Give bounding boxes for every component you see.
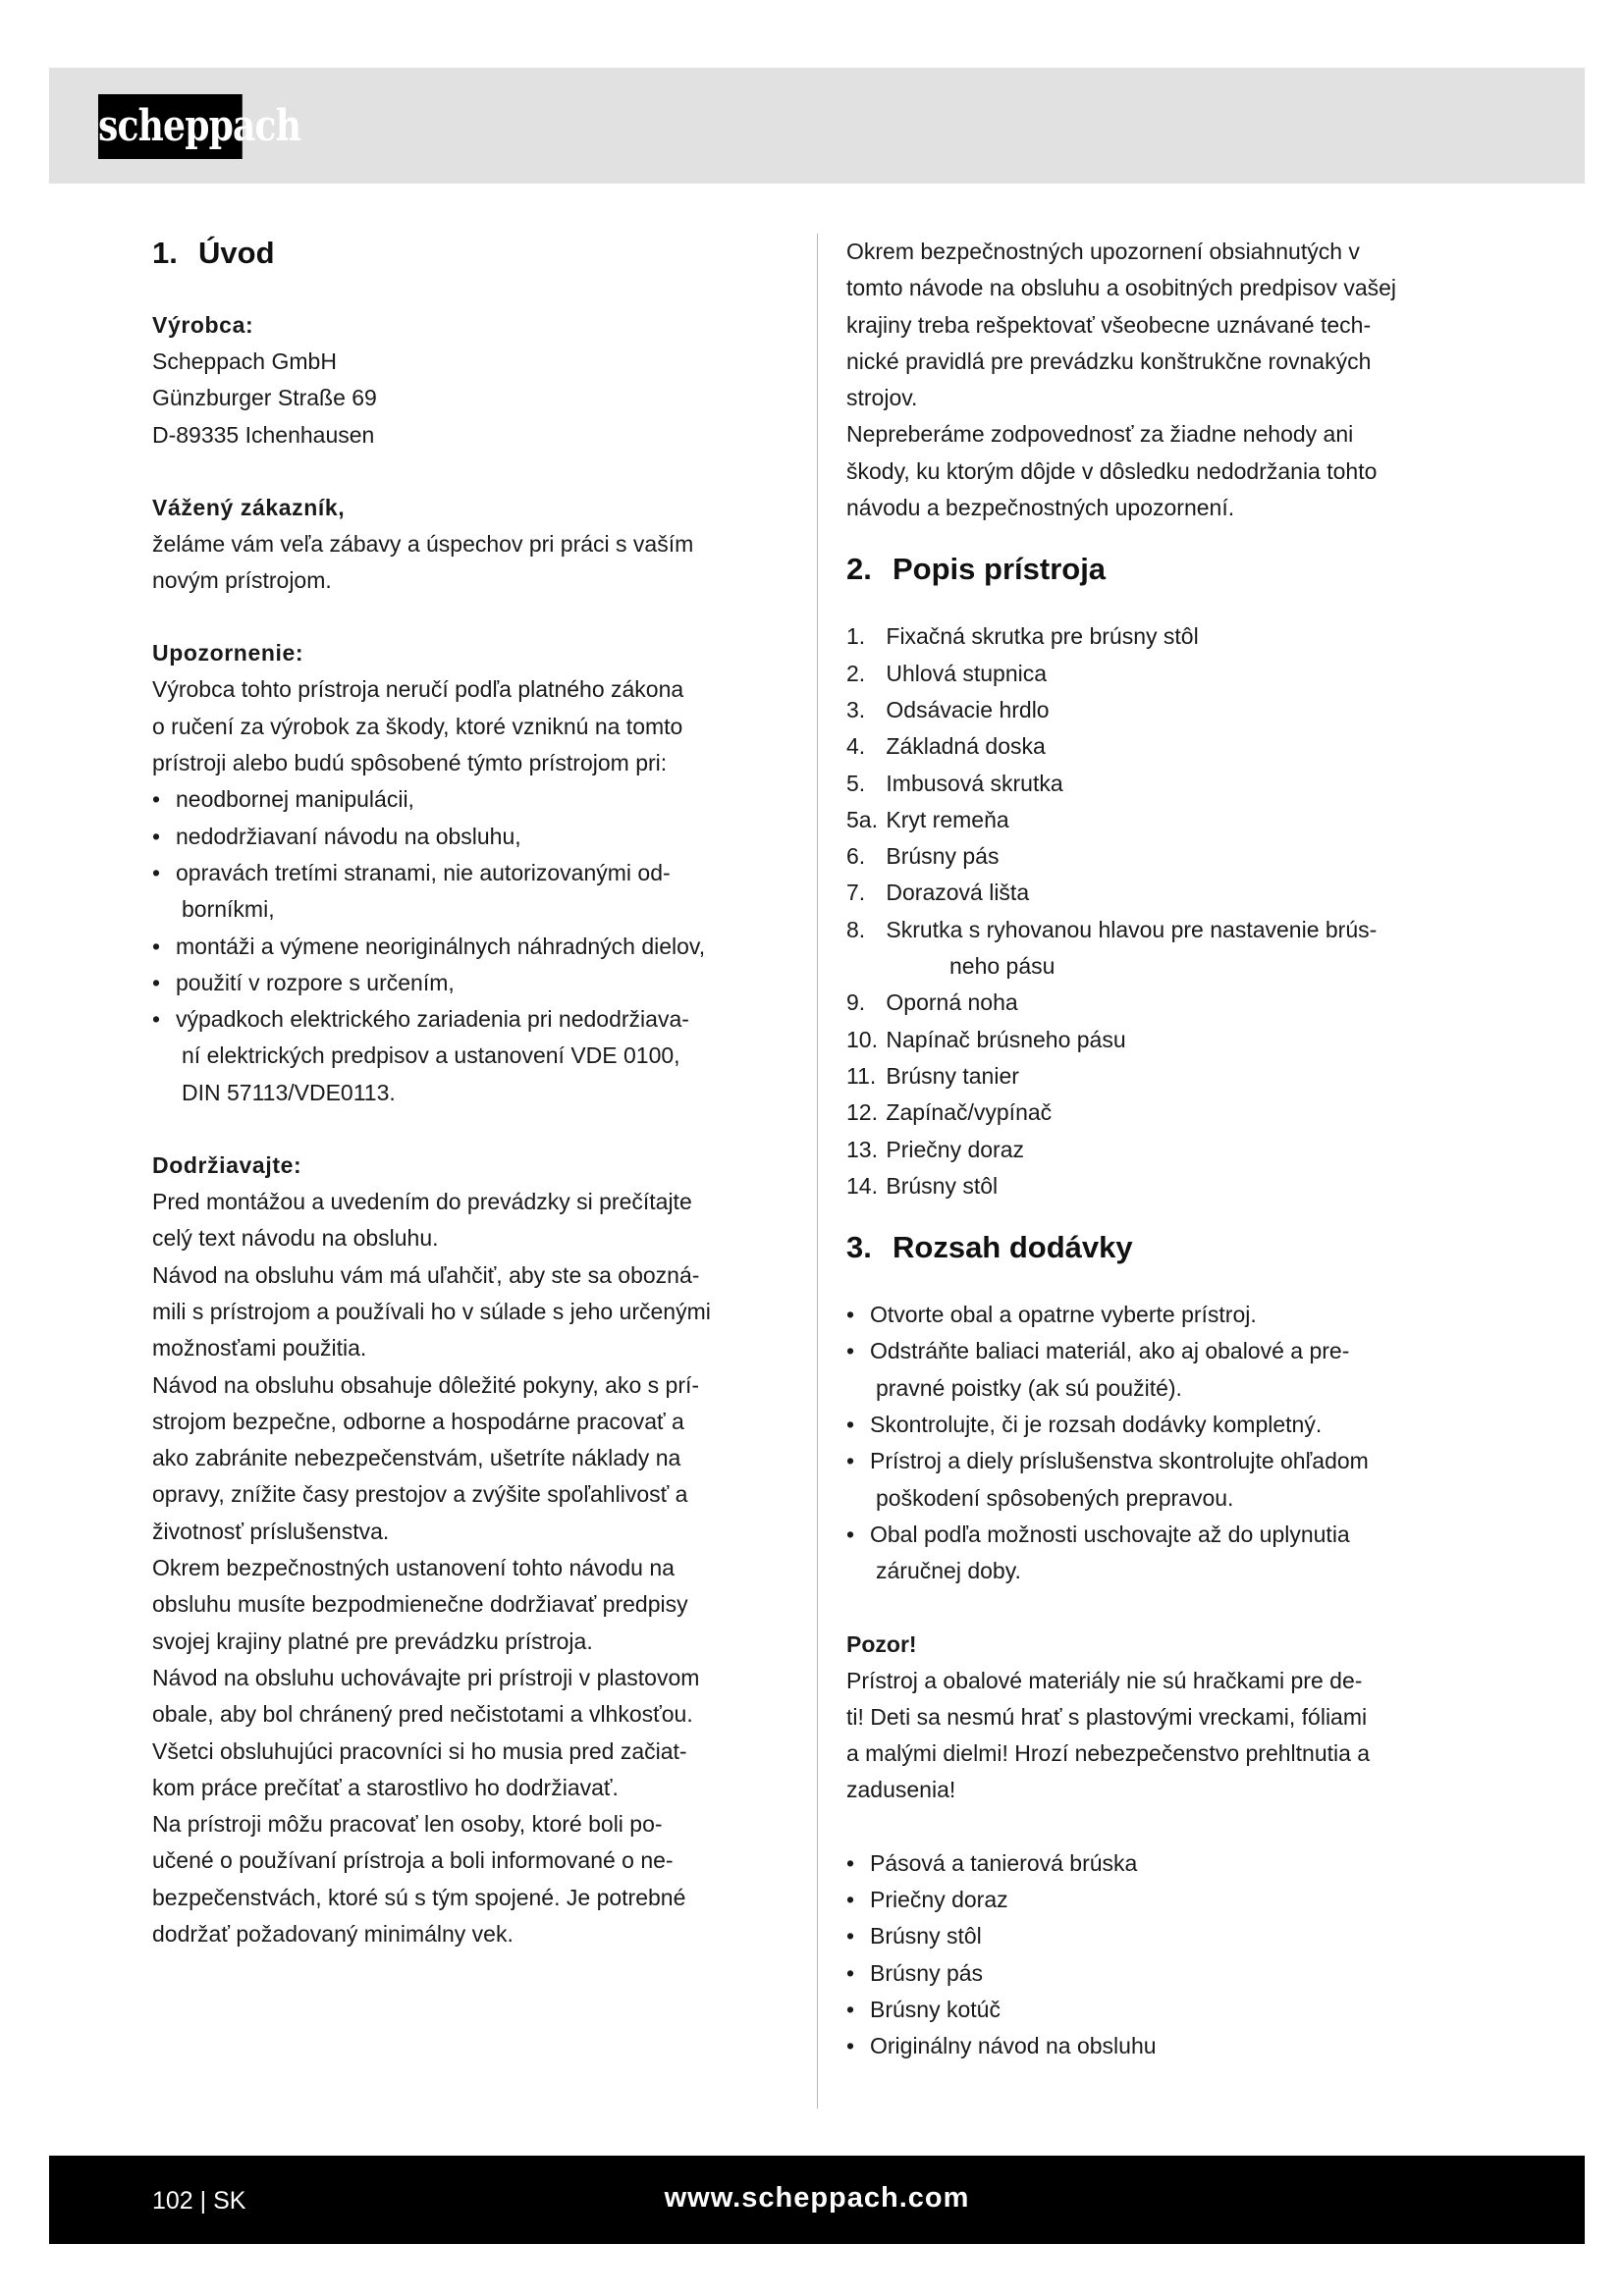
notice-text [152, 671, 790, 781]
text-line: škody, ku ktorým dôjde v dôsledku nedodržania tohto [846, 457, 1378, 484]
list-item: 5. Imbusová skrutka [846, 770, 1063, 796]
text-line: Okrem bezpečnostných upozornení obsiahnutých v [846, 239, 1360, 264]
list-item: • nedodržiavaní návodu na obsluhu, [152, 819, 790, 855]
list-item: • Otvorte obal a opatrne vyberte prístroj. [846, 1297, 1485, 1333]
dear-customer-label: Vážený zákazník, [152, 494, 346, 520]
text-line: Nepreberáme zodpovednosť za žiadne nehody ani [846, 421, 1354, 448]
scheppach-logo: scheppach [98, 94, 243, 159]
device-parts-list [846, 618, 1485, 1204]
website-link[interactable]: www.scheppach.com [664, 2182, 970, 2214]
section-title-text: Popis prístroja [893, 552, 1107, 587]
list-item: • Odstráňte baliaci materiál, ako aj obalové a pre- pravné poistky (ak sú použité). [846, 1333, 1485, 1407]
manufacturer-address [152, 344, 790, 454]
text-line: celý text návodu na obsluhu. [152, 1225, 439, 1252]
list-item: • montáži a výmene neoriginálnych náhradných dielov, [152, 929, 790, 965]
list-item: • Brúsny pás [846, 1955, 1485, 1992]
dear-customer-text [152, 526, 790, 600]
package-contents-list [846, 1845, 1485, 2065]
text-line: zadusenia! [846, 1777, 956, 1803]
list-item: • Skontrolujte, či je rozsah dodávky kompletný. [846, 1407, 1485, 1443]
section-title-text: Rozsah dodávky [893, 1230, 1133, 1265]
notice-label: Upozornenie: [152, 640, 304, 667]
text-line: ti! Deti sa nesmú hrať s plastovými vreckami, fóliami [846, 1703, 1368, 1730]
list-item: • neodbornej manipulácii, [152, 781, 790, 818]
left-column [152, 234, 790, 1952]
list-item: • Brúsny stôl [846, 1918, 1485, 1954]
list-item: 1. Fixačná skrutka pre brúsny stôl [846, 623, 1199, 650]
text-line: tomto návode na obsluhu a osobitných predpisov vašej [846, 275, 1397, 301]
list-item: 3. Odsávacie hrdlo [846, 696, 1050, 722]
text-line: a malými dielmi! Hrozí nebezpečenstvo prehltnutia a [846, 1740, 1371, 1767]
text-line: želáme vám veľa zábavy a úspechov pri práci s vaším [152, 530, 694, 557]
text-line: nické pravidlá pre prevádzku konštrukčne rovnakých [846, 347, 1372, 374]
list-item: 7. Dorazová lišta [846, 880, 1030, 906]
text-line: Návod na obsluhu uchovávajte pri prístroji v plastovom [152, 1664, 700, 1690]
text-line: bezpečenstvách, ktoré sú s tým spojené. Je potrebné [152, 1884, 686, 1910]
list-item: 5a. Kryt remeňa [846, 806, 1009, 832]
list-item: 6. Brúsny pás [846, 843, 1000, 870]
list-item: • Prístroj a diely príslušenstva skontrolujte ohľadom poškodení spôsobených prepravou. [846, 1443, 1485, 1517]
text-line: strojom bezpečne, odborne a hospodárne pracovať a [152, 1408, 684, 1434]
list-item: 11. Brúsny tanier [846, 1062, 1019, 1089]
text-line: o ručení za výrobok za škody, ktoré vzniknú na tomto [152, 713, 683, 739]
list-item: • Priečny doraz [846, 1882, 1485, 1918]
list-item: 14. Brúsny stôl [846, 1172, 999, 1199]
list-item: • Pásová a tanierová brúska [846, 1845, 1485, 1882]
text-line: Výrobca tohto prístroja neručí podľa platného zákona [152, 676, 684, 703]
list-item: 10. Napínač brúsneho pásu [846, 1026, 1126, 1052]
text-line: návodu a bezpečnostných upozornení. [846, 495, 1235, 521]
list-item: 9. Oporná noha [846, 989, 1018, 1016]
column-divider [817, 234, 818, 2109]
address-line: Scheppach GmbH [152, 348, 337, 374]
text-line: dodržať požadovaný minimálny vek. [152, 1920, 514, 1947]
text-line: Pred montážou a uvedením do prevádzky si prečítajte [152, 1189, 692, 1215]
section-number: 3. [846, 1230, 872, 1265]
text-line: novým prístrojom. [152, 567, 332, 594]
text-line: Na prístroji môžu pracovať len osoby, ktoré boli po- [152, 1811, 663, 1838]
footer-band [49, 2156, 1585, 2244]
list-item: 8. Skrutka s ryhovanou hlavou pre nastavenie brús- neho pásu [846, 916, 1378, 980]
text-line: strojov. [846, 385, 918, 411]
section-number: 2. [846, 552, 872, 587]
text-line: krajiny treba rešpektovať všeobecne uznávané tech- [846, 311, 1372, 338]
page-number: 102 | SK [152, 2187, 246, 2215]
section-title-description [846, 550, 1485, 589]
list-item: • použití v rozpore s určením, [152, 965, 790, 1001]
text-line: mili s prístrojom a používali ho v súlade s jeho určenými [152, 1298, 711, 1324]
text-line: obsluhu musíte bezpodmienečne dodržiavať predpisy [152, 1591, 688, 1618]
text-line: kom práce prečítať a starostlivo ho dodržiavať. [152, 1774, 619, 1800]
section-number: 1. [152, 236, 178, 270]
observe-label: Dodržiavajte: [152, 1152, 302, 1179]
text-line: obale, aby bol chránený pred nečistotami a vlhkosťou. [152, 1701, 693, 1728]
text-line: Návod na obsluhu vám má uľahčiť, aby ste sa obozná- [152, 1261, 700, 1288]
list-item: • výpadkoch elektrického zariadenia pri nedodržiava- ní elektrických predpisov a ustanovení VDE 0100, DIN 57113/VDE0113. [152, 1001, 790, 1111]
list-item: • Brúsny kotúč [846, 1992, 1485, 2028]
address-line: D-89335 Ichenhausen [152, 421, 375, 448]
manufacturer-label: Výrobca: [152, 312, 254, 338]
caution-label: Pozor! [846, 1630, 917, 1657]
text-line: Návod na obsluhu obsahuje dôležité pokyny, ako s prí- [152, 1371, 700, 1398]
scope-bullet-list [846, 1297, 1485, 1589]
section-title-intro [152, 234, 790, 273]
observe-text [152, 1184, 790, 1952]
text-line: učené o používaní prístroja a boli informované o ne- [152, 1847, 674, 1874]
list-item: 4. Základná doska [846, 733, 1046, 760]
list-item: 2. Uhlová stupnica [846, 660, 1048, 686]
text-line: opravy, znížite časy prestojov a zvýšite spoľahlivosť a [152, 1481, 688, 1508]
text-line: Prístroj a obalové materiály nie sú hračkami pre de- [846, 1667, 1363, 1693]
address-line: Günzburger Straße 69 [152, 385, 377, 411]
text-line: možnosťami použitia. [152, 1335, 367, 1362]
notice-bullet-list [152, 781, 790, 1111]
header-band [49, 68, 1585, 184]
text-line: svojej krajiny platné pre prevádzku prístroja. [152, 1628, 593, 1654]
list-item: 13. Priečny doraz [846, 1136, 1025, 1162]
safety-intro-text [846, 234, 1485, 526]
list-item: 12. Zapínač/vypínač [846, 1099, 1053, 1126]
list-item: • Originálny návod na obsluhu [846, 2028, 1485, 2064]
right-column [846, 234, 1485, 2064]
text-line: Všetci obsluhujúci pracovníci si ho musia pred začiat- [152, 1737, 687, 1764]
section-title-text: Úvod [198, 236, 275, 270]
list-item: • Obal podľa možnosti uschovajte až do uplynutia záručnej doby. [846, 1517, 1485, 1590]
list-item: • opravách tretími stranami, nie autorizovanými od- borníkmi, [152, 855, 790, 929]
text-line: prístroji alebo budú spôsobené týmto prístrojom pri: [152, 750, 668, 776]
text-line: ako zabránite nebezpečenstvám, ušetríte náklady na [152, 1445, 681, 1471]
section-title-scope [846, 1228, 1485, 1267]
text-line: Okrem bezpečnostných ustanovení tohto návodu na [152, 1555, 675, 1581]
text-line: životnosť príslušenstva. [152, 1518, 390, 1544]
caution-text [846, 1663, 1485, 1809]
